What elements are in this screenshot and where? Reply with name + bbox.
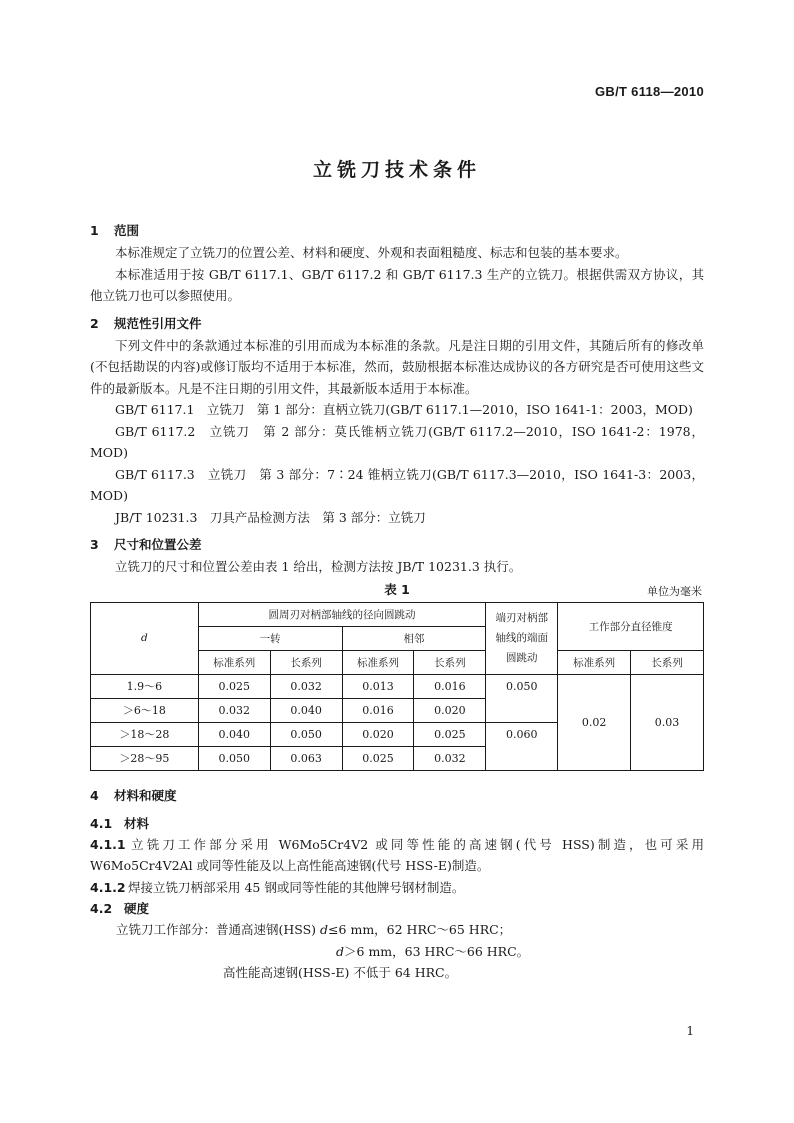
header-std-series: 标准系列 <box>342 650 414 674</box>
section-number: 1 <box>90 223 99 238</box>
cell: 0.032 <box>270 674 342 698</box>
hardness-text: 高性能高速钢(HSS-E) 不低于 64 HRC。 <box>223 965 458 980</box>
section-title: 材料 <box>124 815 150 831</box>
reference-item: GB/T 6117.1 立铣刀 第 1 部分：直柄立铣刀(GB/T 6117.1—2010，ISO 1641-1：2003，MOD) <box>115 402 693 417</box>
header-long-series: 长系列 <box>414 650 486 674</box>
section-number: 4 <box>90 787 99 803</box>
cell-d: 1.9～6 <box>91 674 199 698</box>
cell: 0.050 <box>198 746 270 770</box>
hardness-d: d <box>320 922 329 937</box>
reference-item: GB/T 6117.3 立铣刀 第 3 部分：7∶24 锥柄立铣刀(GB/T 6117.3—2010，ISO 1641-3：2003，MOD) <box>90 466 704 503</box>
hardness-d: d <box>336 943 345 959</box>
cell: 0.025 <box>414 722 486 746</box>
header-std-series: 标准系列 <box>558 650 631 674</box>
paragraph: 本标准规定了立铣刀的位置公差、材料和硬度、外观和表面粗糙度、标志和包装的基本要求。 <box>115 245 628 260</box>
hardness-text: ＞6 mm，63 HRC～66 HRC。 <box>344 943 530 959</box>
header-taper: 工作部分直径锥度 <box>558 602 704 650</box>
cell: 0.025 <box>342 746 414 770</box>
clause-text: 立铣刀工作部分采用 W6Mo5Cr4V2 或同等性能的高速钢(代号 HSS)制造，也可采用 W6Mo5Cr4V2Al 或同等性能及以上高性能高速钢(代号 HSS-E)制造。 <box>90 836 704 873</box>
section-title: 材料和硬度 <box>114 787 177 803</box>
cell: 0.063 <box>270 746 342 770</box>
hardness-text: ≤6 mm，62 HRC～65 HRC； <box>328 922 512 937</box>
cell: 0.020 <box>342 722 414 746</box>
cell-d: ＞28～95 <box>91 746 199 770</box>
tolerance-table <box>90 602 704 771</box>
section-number: 2 <box>90 315 99 331</box>
page-number: 1 <box>686 1024 694 1038</box>
hardness-line-1 <box>90 919 704 941</box>
header-end-runout: 端刃对柄部轴线的端面圆跳动 <box>486 602 558 674</box>
header-long-series: 长系列 <box>631 650 704 674</box>
reference-item: GB/T 6117.2 立铣刀 第 2 部分：莫氏锥柄立铣刀(GB/T 6117.2—2010，ISO 1641-2：1978，MOD) <box>90 423 704 460</box>
cell: 0.050 <box>270 722 342 746</box>
cell: 0.020 <box>414 698 486 722</box>
table-caption: 表 1 <box>384 581 410 597</box>
table-row <box>91 674 704 698</box>
cell: 0.025 <box>198 674 270 698</box>
section-4-2-heading <box>90 898 704 919</box>
section-4-1-heading <box>90 813 704 834</box>
header-radial-runout: 圆周刃对柄部轴线的径向圆跳动 <box>198 602 486 626</box>
hardness-line-2 <box>90 941 704 963</box>
cell-taper-std: 0.02 <box>558 674 631 770</box>
section-title: 范围 <box>114 223 140 238</box>
hardness-text: 立铣刀工作部分：普通高速钢(HSS) <box>116 922 321 937</box>
clause-4-1-2 <box>90 877 704 899</box>
header-one-turn: 一转 <box>198 626 342 650</box>
cell-d: ＞18～28 <box>91 722 199 746</box>
clause-number: 4.1.2 <box>90 879 126 895</box>
header-std-series: 标准系列 <box>198 650 270 674</box>
header-adjacent: 相邻 <box>342 626 486 650</box>
cell: 0.016 <box>414 674 486 698</box>
hardness-line-3 <box>90 962 704 984</box>
section-4-heading <box>90 785 704 807</box>
section-title: 硬度 <box>124 901 150 916</box>
cell-end-runout: 0.060 <box>486 722 558 770</box>
paragraph: 本标准适用于按 GB/T 6117.1、GB/T 6117.2 和 GB/T 6117.3 生产的立铣刀。根据供需双方协议，其他立铣刀也可以参照使用。 <box>90 266 704 303</box>
cell-end-runout: 0.050 <box>486 674 558 722</box>
clause-text: 焊接立铣刀柄部采用 45 钢或同等性能的其他牌号钢材制造。 <box>128 879 465 895</box>
section-number: 3 <box>90 537 99 552</box>
section-1-heading <box>90 220 704 242</box>
cell: 0.016 <box>342 698 414 722</box>
section-title: 规范性引用文件 <box>114 315 202 331</box>
table-unit: 单位为毫米 <box>647 584 702 598</box>
section-3-heading <box>90 534 704 556</box>
header-long-series: 长系列 <box>270 650 342 674</box>
paragraph: 下列文件中的条款通过本标准的引用而成为本标准的条款。凡是注日期的引用文件，其随后所有的修改单(不包括勘误的内容)或修订版均不适用于本标准，然而，鼓励根据本标准达成协议的各方研究是否可使用这些文件的最新版本。凡是不注日期的引用文件，其最新版本适用于本标准。 <box>90 337 704 396</box>
section-title: 尺寸和位置公差 <box>114 537 202 552</box>
reference-item: JB/T 10231.3 刀具产品检测方法 第 3 部分：立铣刀 <box>115 509 426 525</box>
clause-4-1-1 <box>90 834 704 877</box>
cell: 0.040 <box>270 698 342 722</box>
clause-number: 4.1.1 <box>90 836 126 852</box>
cell-taper-long: 0.03 <box>631 674 704 770</box>
paragraph: 立铣刀的尺寸和位置公差由表 1 给出，检测方法按 JB/T 10231.3 执行。 <box>115 559 522 574</box>
page-title: 立铣刀技术条件 <box>312 159 481 181</box>
cell: 0.032 <box>414 746 486 770</box>
cell-d: ＞6～18 <box>91 698 199 722</box>
header-d: d <box>91 602 199 674</box>
table-caption-bar <box>90 580 704 602</box>
cell: 0.032 <box>198 698 270 722</box>
cell: 0.013 <box>342 674 414 698</box>
section-number: 4.2 <box>90 901 113 916</box>
document-code: GB/T 6118—2010 <box>595 84 704 99</box>
cell: 0.040 <box>198 722 270 746</box>
document-body <box>90 220 704 984</box>
section-number: 4.1 <box>90 815 113 831</box>
section-2-heading <box>90 313 704 335</box>
